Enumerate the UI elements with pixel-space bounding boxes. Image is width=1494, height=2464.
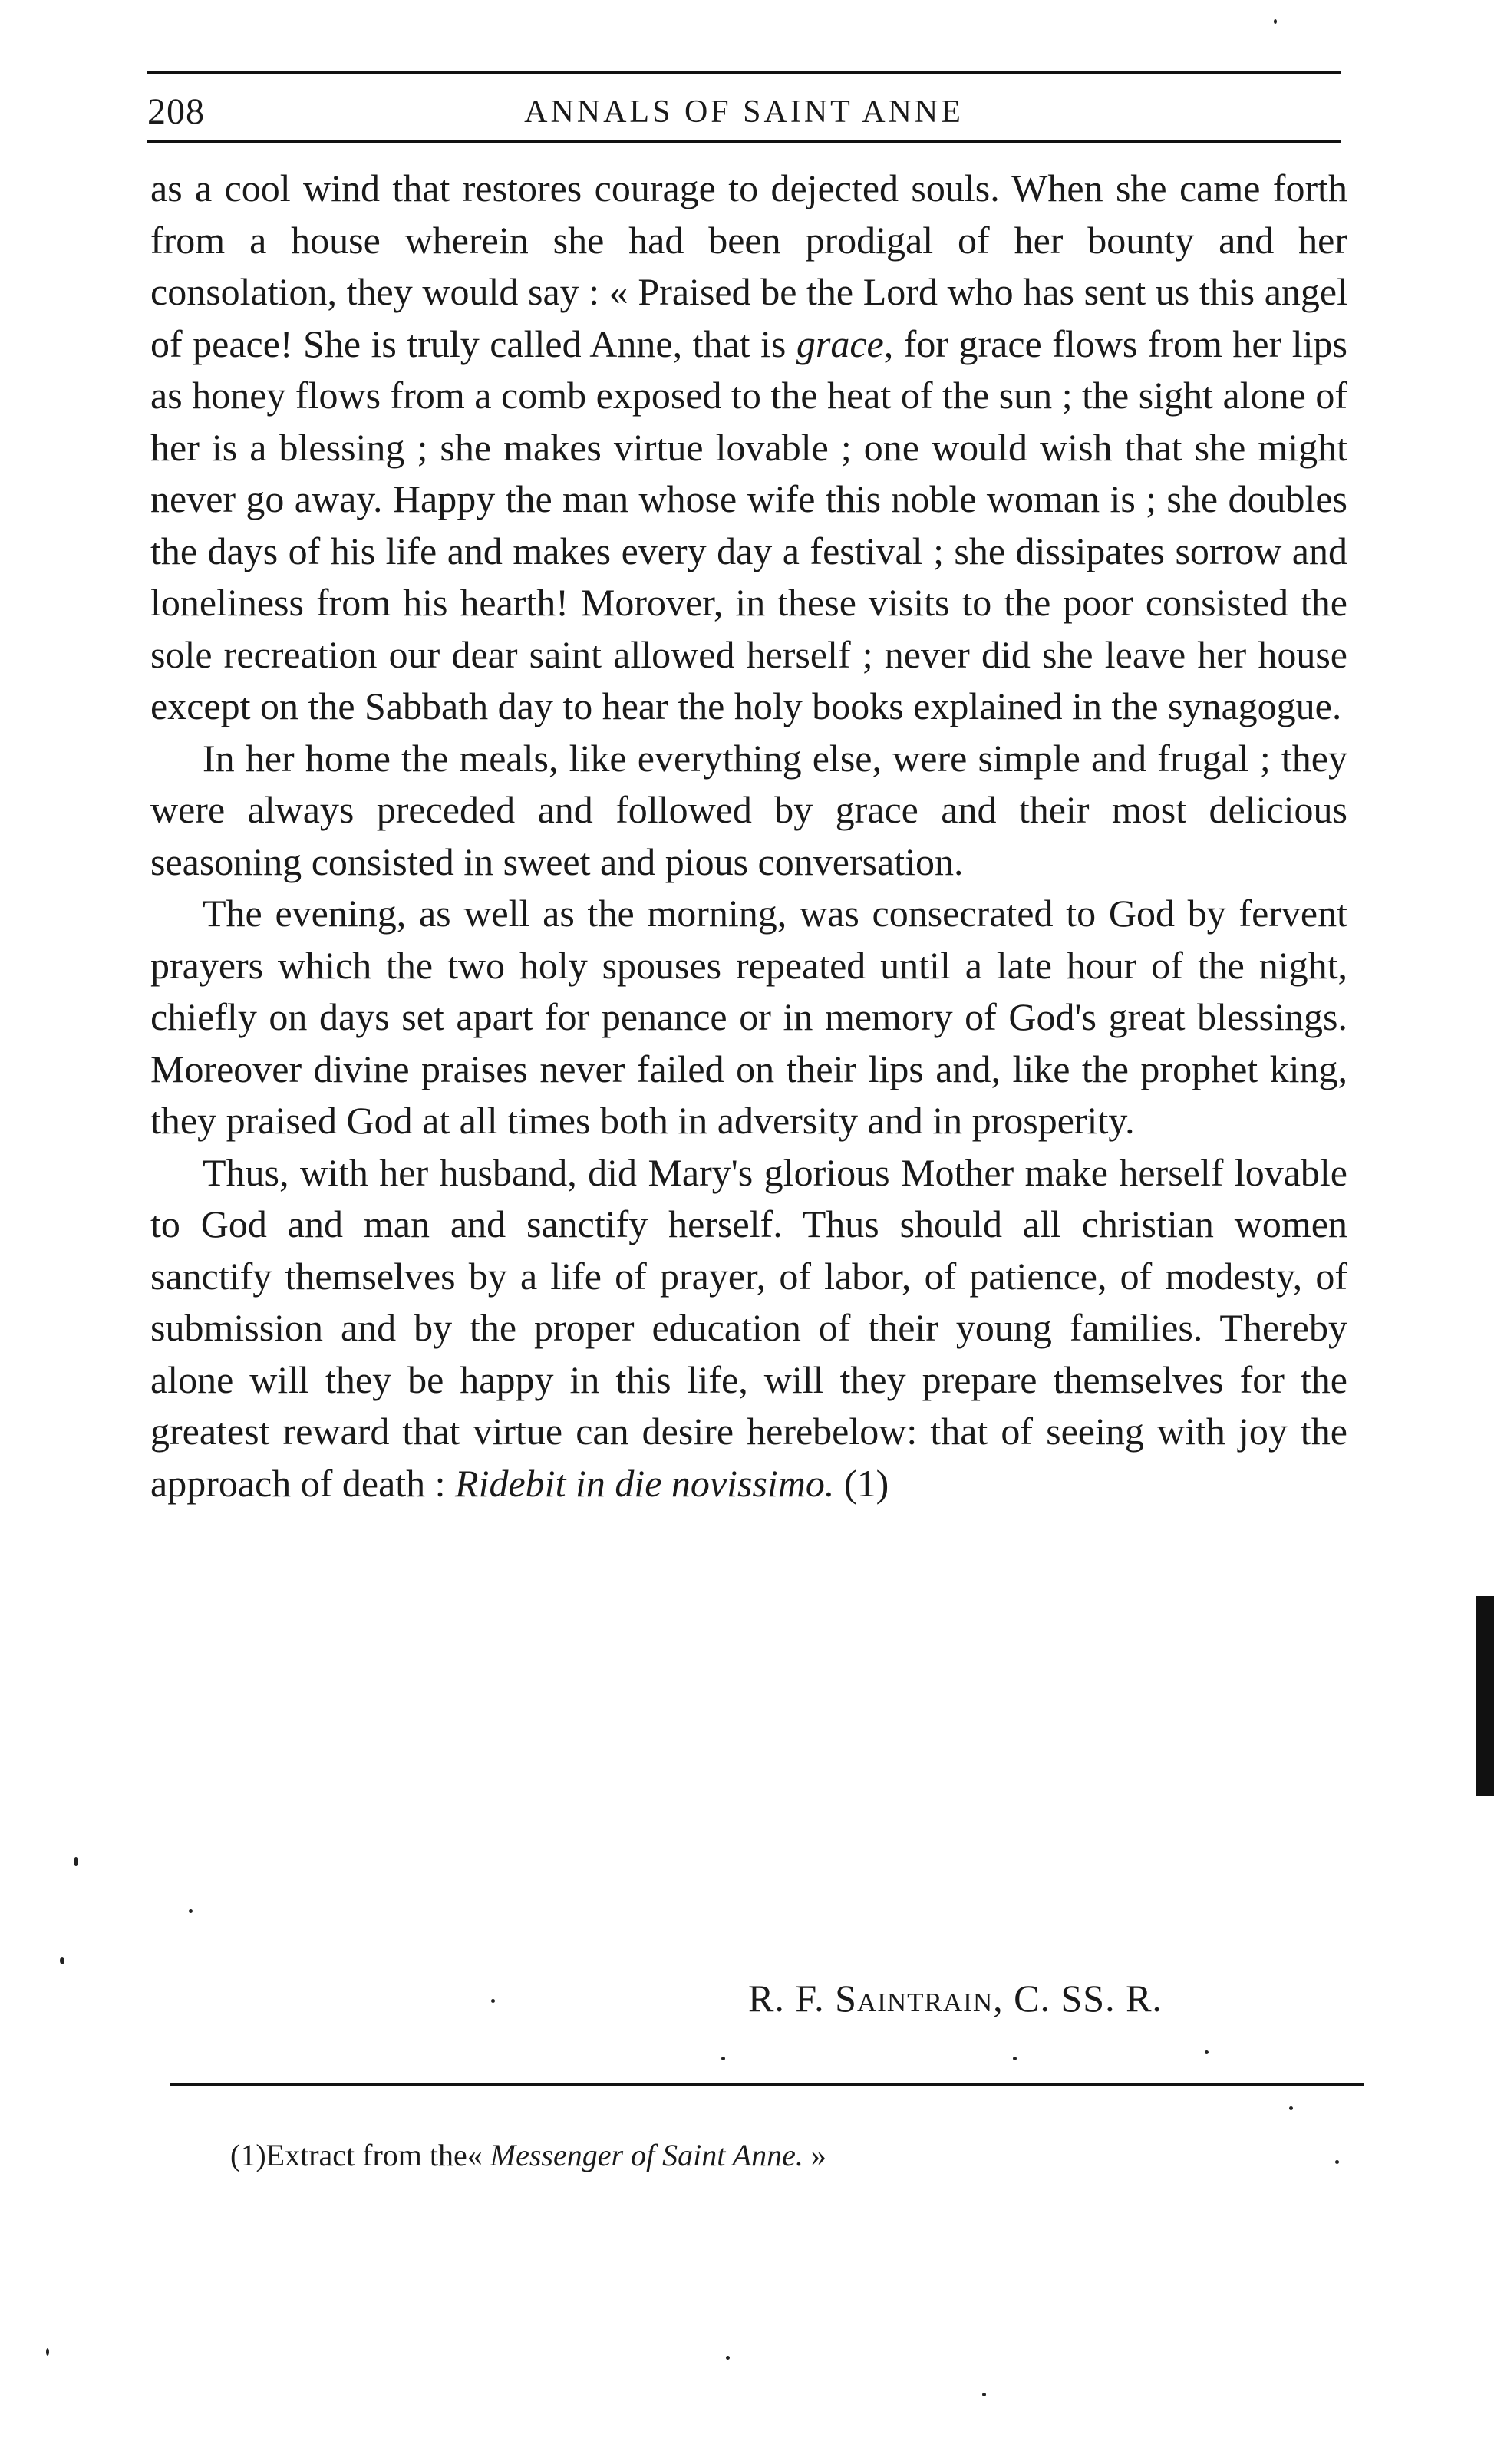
scan-speck	[189, 1909, 193, 1913]
footnote	[230, 2137, 826, 2173]
scan-speck	[491, 1999, 495, 2003]
paragraph-text: as a cool wind that restores courage to dejected souls. When she came forth from a house wherein she had been prodigal of her bounty and her consolation, they would say : « Praised be the Lord who has sent us this angel of peace! She is truly called Anne, that is	[150, 167, 1347, 365]
scan-speck	[1013, 2057, 1017, 2060]
scan-speck	[726, 2356, 730, 2360]
footnote-text: Extract from the«	[265, 2138, 490, 2172]
scan-speck	[1205, 2050, 1209, 2054]
footnote-close: »	[803, 2138, 826, 2172]
top-rule	[147, 71, 1341, 74]
footnote-reference: (1)	[834, 1461, 889, 1505]
running-head: ANNALS OF SAINT ANNE	[524, 94, 964, 130]
scan-speck	[1335, 2160, 1339, 2164]
footnote-rule	[170, 2083, 1364, 2086]
italic-word: grace	[796, 322, 884, 365]
paragraph-text: , for grace flows from her lips as honey flows from a comb exposed to the heat of the sun ; the sight alone of her is a blessing ; she makes virtue lovable ; one would wish that she might never go away. Happy the man whose wife this noble woman is ; she doubles the days of his life and makes every day a festival ; she dissipates sorrow and loneliness from his hearth! Morover, in these visits to the poor consisted the sole recreation our dear saint allowed herself ; never did she leave her house except on the Sabbath day to hear the holy books explained in the synagogue.	[150, 322, 1347, 727]
scan-speck	[721, 2057, 725, 2060]
scan-speck	[1274, 19, 1277, 24]
body-text	[150, 163, 1347, 1509]
paragraph: The evening, as well as the morning, was consecrated to God by fervent prayers which the two holy spouses repeated until a late hour of the night, chiefly on days set apart for penance or in memory of God's great blessings. Moreover divine praises never failed on their lips and, like the prophet king, they praised God at all times both in adversity and in prosperity.	[150, 892, 1347, 1142]
signature-order: , C. SS. R.	[993, 1977, 1163, 2020]
footnote-title: Messenger of Saint Anne.	[490, 2138, 803, 2172]
author-signature	[748, 1976, 1163, 2020]
scan-speck	[1289, 2106, 1293, 2110]
page-number: 208	[147, 91, 205, 132]
scan-speck	[60, 1957, 64, 1964]
signature-initials: R. F.	[748, 1977, 836, 2020]
paragraph: In her home the meals, like everything else, were simple and frugal ; they were always preceded and followed by grace and their most delicious seasoning consisted in sweet and pious conversation.	[150, 736, 1347, 883]
scan-edge-mark	[1476, 1596, 1494, 1796]
paragraph-text: Thus, with her husband, did Mary's glorious Mother make herself lovable to God and man and sanctify herself. Thus should all christian women sanctify themselves by a life of prayer, of labor, of patience, of modesty, of submission and by the proper education of their young families. Thereby alone will they be happy in this life, will they prepare themselves for the greatest reward that virtue can desire herebelow: that of seeing with joy the approach of death :	[150, 1150, 1347, 1505]
scan-speck	[74, 1857, 78, 1866]
signature-surname: Saintrain	[835, 1977, 994, 2020]
scan-speck	[46, 2348, 49, 2356]
header-rule	[147, 140, 1341, 143]
page-header	[147, 84, 1341, 138]
scan-speck	[982, 2393, 986, 2396]
footnote-marker: (1)	[230, 2138, 266, 2172]
latin-quote: Ridebit in die novissimo.	[455, 1461, 835, 1505]
paragraph	[150, 163, 1347, 733]
paragraph	[150, 1147, 1347, 1510]
